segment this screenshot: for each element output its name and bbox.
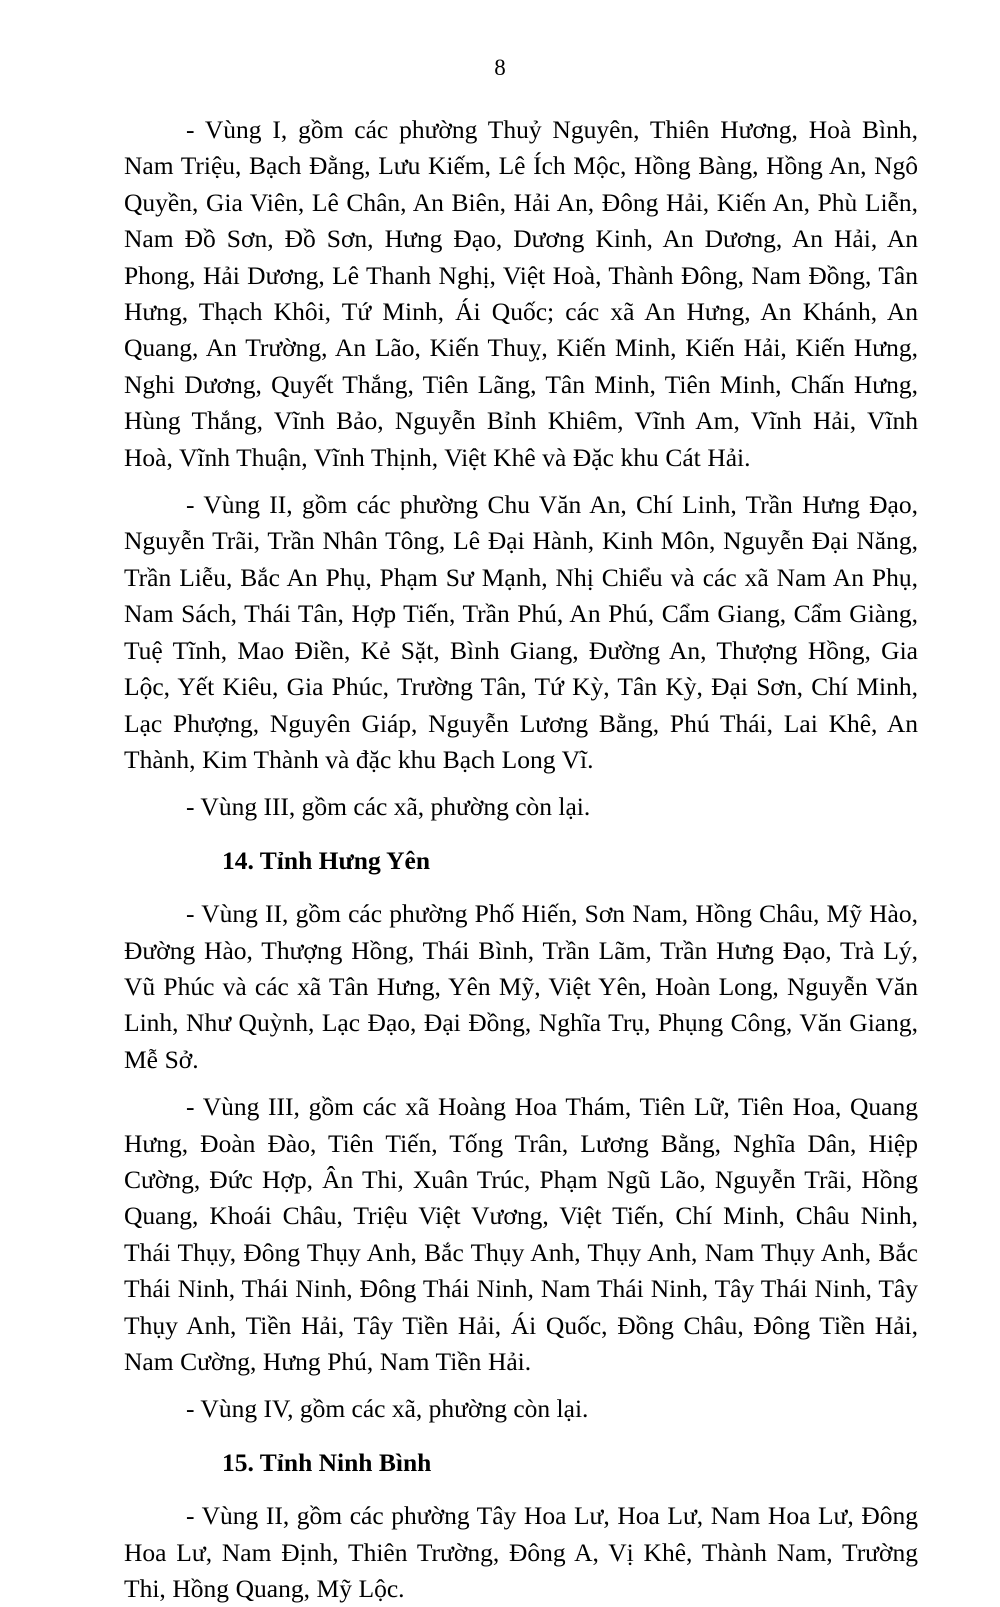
paragraph-vung-iii-hai-phong: - Vùng III, gồm các xã, phường còn lại. xyxy=(186,792,591,822)
heading-15-tinh-ninh-binh: 15. Tỉnh Ninh Bình xyxy=(222,1447,432,1477)
paragraph-vung-ii-hai-phong: - Vùng II, gồm các phường Chu Văn An, Chí Linh, Trần Hưng Đạo, Nguyễn Trãi, Trần Nhân Tông, Lê Đại Hành, Kinh Môn, Nguyễn Đại Năng, Trần Liễu, Bắc An Phụ, Phạm Sư Mạnh, Nhị Chiểu và các xã Nam An Phụ, Nam Sách, Thái Tân, Hợp Tiến, Trần Phú, An Phú, Cẩm Giang, Cẩm Giàng, Tuệ Tĩnh, Mao Điền, Kẻ Sặt, Bình Giang, Đường An, Thượng Hồng, Gia Lộc, Yết Kiêu, Gia Phúc, Trường Tân, Tứ Kỳ, Tân Kỳ, Đại Sơn, Chí Minh, Lạc Phượng, Nguyên Giáp, Nguyễn Lương Bằng, Phú Thái, Lai Khê, An Thành, Kim Thành và đặc khu Bạch Long Vĩ. xyxy=(124,490,918,774)
paragraph-vung-iv-hung-yen: - Vùng IV, gồm các xã, phường còn lại. xyxy=(186,1394,589,1424)
heading-14-tinh-hung-yen: 14. Tỉnh Hưng Yên xyxy=(222,845,431,875)
document-body xyxy=(124,112,918,1607)
paragraph-vung-ii-hung-yen: - Vùng II, gồm các phường Phố Hiến, Sơn Nam, Hồng Châu, Mỹ Hào, Đường Hào, Thượng Hồng, Thái Bình, Trần Lãm, Trần Hưng Đạo, Trà Lý, Vũ Phúc và các xã Tân Hưng, Yên Mỹ, Việt Yên, Hoàn Long, Nguyễn Văn Linh, Như Quỳnh, Lạc Đạo, Đại Đồng, Nghĩa Trụ, Phụng Công, Văn Giang, Mễ Sở. xyxy=(124,899,918,1074)
paragraph-vung-ii-ninh-binh: - Vùng II, gồm các phường Tây Hoa Lư, Hoa Lư, Nam Hoa Lư, Đông Hoa Lư, Nam Định, Thiên Trường, Đông A, Vị Khê, Thành Nam, Trường Thi, Hồng Quang, Mỹ Lộc. xyxy=(124,1501,918,1604)
paragraph-vung-i-hai-phong: - Vùng I, gồm các phường Thuỷ Nguyên, Thiên Hương, Hoà Bình, Nam Triệu, Bạch Đằng, Lưu Kiếm, Lê Ích Mộc, Hồng Bàng, Hồng An, Ngô Quyền, Gia Viên, Lê Chân, An Biên, Hải An, Đông Hải, Kiến An, Phù Liễn, Nam Đồ Sơn, Đồ Sơn, Hưng Đạo, Dương Kinh, An Dương, An Hải, An Phong, Hải Dương, Lê Thanh Nghị, Việt Hoà, Thành Đông, Nam Đồng, Tân Hưng, Thạch Khôi, Tứ Minh, Ái Quốc; các xã An Hưng, An Khánh, An Quang, An Trường, An Lão, Kiến Thuỵ, Kiến Minh, Kiến Hải, Kiến Hưng, Nghi Dương, Quyết Thắng, Tiên Lãng, Tân Minh, Tiên Minh, Chấn Hưng, Hùng Thắng, Vĩnh Bảo, Nguyễn Bỉnh Khiêm, Vĩnh Am, Vĩnh Hải, Vĩnh Hoà, Vĩnh Thuận, Vĩnh Thịnh, Việt Khê và Đặc khu Cát Hải. xyxy=(124,115,918,472)
paragraph-vung-iii-hung-yen: - Vùng III, gồm các xã Hoàng Hoa Thám, Tiên Lữ, Tiên Hoa, Quang Hưng, Đoàn Đào, Tiên Tiến, Tống Trân, Lương Bằng, Nghĩa Dân, Hiệp Cường, Đức Hợp, Ân Thi, Xuân Trúc, Phạm Ngũ Lão, Nguyễn Trãi, Hồng Quang, Khoái Châu, Triệu Việt Vương, Việt Tiến, Chí Minh, Châu Ninh, Thái Thụy, Đông Thụy Anh, Bắc Thụy Anh, Thụy Anh, Nam Thụy Anh, Bắc Thái Ninh, Thái Ninh, Đông Thái Ninh, Nam Thái Ninh, Tây Thái Ninh, Tây Thụy Anh, Tiền Hải, Tây Tiền Hải, Ái Quốc, Đồng Châu, Đông Tiền Hải, Nam Cường, Hưng Phú, Nam Tiền Hải. xyxy=(124,1092,918,1376)
page-number: 8 xyxy=(494,55,506,80)
